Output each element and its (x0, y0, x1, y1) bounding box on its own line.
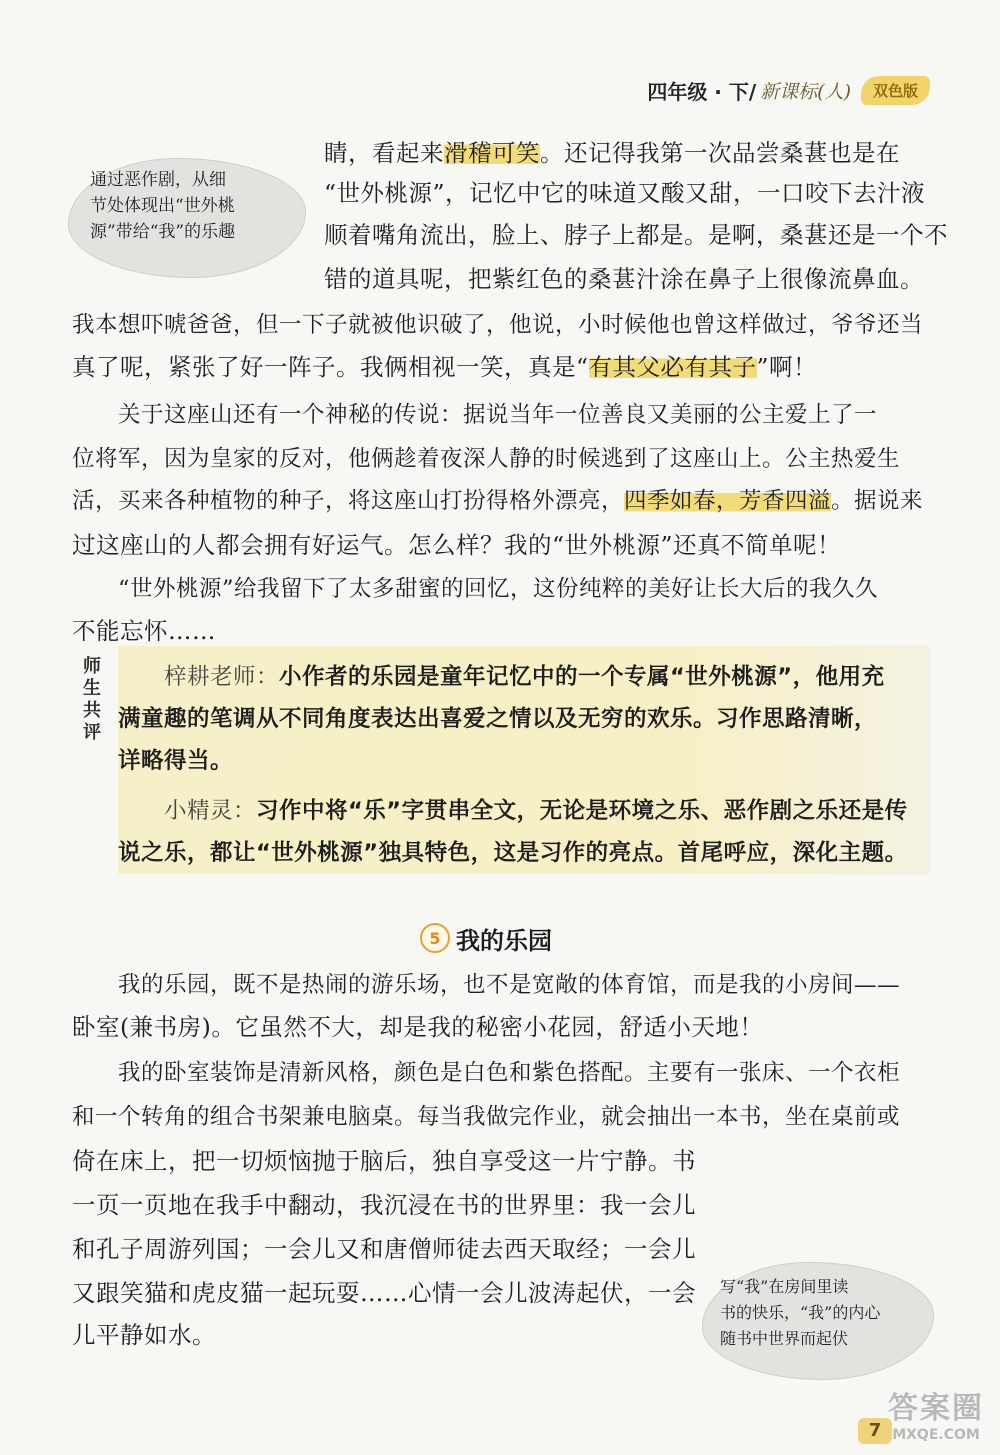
review-label: 师 生 共 评 (83, 656, 101, 743)
teacher-speaker: 梓耕老师： (164, 664, 280, 690)
text-line: 过这座山的人都会拥有好运气。怎么样？我的“世外桃源”还真不简单呢！ (72, 531, 842, 559)
bubble-1-line: 通过恶作剧，从细 (90, 170, 226, 190)
highlight: 滑稽可笑 (444, 139, 540, 167)
text-line: 倚在床上，把一切烦恼抛于脑后，独自享受这一片宁静。书 (72, 1147, 696, 1175)
bubble-2-line: 写“我”在房间里读 (720, 1277, 849, 1296)
text-line: 我的乐园，既不是热闹的游乐场，也不是宽敞的体育馆，而是我的小房间—— (118, 972, 901, 998)
text-line: 卧室(兼书房)。它虽然不大，却是我的秘密小花园，舒适小天地！ (72, 1013, 764, 1041)
bubble-1-line: 节处体现出“世外桃 (90, 196, 235, 216)
text-line: 不能忘怀…… (72, 617, 216, 645)
curriculum-label: 新课标(人) (760, 80, 851, 103)
sprite-comment-line: 小精灵：习作中将“乐”字贯串全文，无论是环境之乐、恶作剧之乐还是传 (164, 798, 908, 824)
teacher-comment-line: 满童趣的笔调从不同角度表达出喜爱之情以及无穷的欢乐。习作思路清晰， (118, 706, 878, 732)
page-number: 7 (858, 1418, 892, 1444)
text-line: 又跟笑猫和虎皮猫一起玩耍……心情一会儿波涛起伏，一会 (72, 1279, 696, 1307)
section-title-text: 我的乐园 (456, 926, 552, 955)
text-line: 睛，看起来滑稽可笑。还记得我第一次品尝桑葚也是在 (324, 139, 900, 167)
teacher-comment-line: 梓耕老师：小作者的乐园是童年记忆中的一个专属“世外桃源”，他用充 (164, 664, 885, 690)
text-line: 关于这座山还有一个神秘的传说：据说当年一位善良又美丽的公主爱上了一 (118, 402, 878, 428)
text-line: “世外桃源”给我留下了太多甜蜜的回忆，这份纯粹的美好让长大后的我久久 (118, 576, 879, 602)
edition-badge: 双色版 (861, 76, 930, 105)
highlight: 四季如春，芳香四溢 (624, 488, 832, 514)
section-number-icon: 5 (420, 923, 450, 953)
text-line: 错的道具呢，把紫红色的桑葚汁涂在鼻子上很像流鼻血。 (324, 265, 924, 293)
bubble-2-line: 随书中世界而起伏 (720, 1329, 849, 1348)
highlight: 有其父必有其子 (588, 353, 757, 381)
text-line: 活，买来各种植物的种子，将这座山打扮得格外漂亮，四季如春，芳香四溢。据说来 (72, 488, 924, 514)
text-line: 和一个转角的组合书架兼电脑桌。每当我做完作业，就会抽出一本书，坐在桌前或 (72, 1104, 901, 1130)
teacher-comment-line: 详略得当。 (118, 748, 234, 774)
text-line: 顺着嘴角流出，脸上、脖子上都是。是啊，桑葚还是一个不 (324, 221, 948, 249)
section-title (420, 920, 552, 956)
text-line: 和孔子周游列国；一会儿又和唐僧师徒去西天取经；一会儿 (72, 1235, 696, 1263)
text-line: 我的卧室装饰是清新风格，颜色是白色和紫色搭配。主要有一张床、一个衣柜 (118, 1060, 901, 1086)
sprite-comment-line: 说之乐，都让“世外桃源”独具特色，这是习作的亮点。首尾呼应，深化主题。 (118, 840, 908, 866)
bubble-2-line: 书的快乐，“我”的内心 (720, 1303, 881, 1322)
bubble-1-line: 源”带给“我”的乐趣 (90, 222, 236, 242)
text-line: 儿平静如水。 (72, 1321, 216, 1349)
text-line: 我本想吓唬爸爸，但一下子就被他识破了，他说，小时候他也曾这样做过，爷爷还当 (72, 312, 924, 338)
annotation-bubble-2 (702, 1262, 934, 1380)
annotation-bubble-1 (68, 158, 306, 278)
grade-label: 四年级 · 下/ (647, 79, 757, 104)
text-line: “世外桃源”，记忆中它的味道又酸又甜，一口咬下去汁液 (324, 179, 926, 207)
text-line: 真了呢，紧张了好一阵子。我俩相视一笑，真是“有其父必有其子”啊！ (72, 353, 818, 381)
sprite-speaker: 小精灵： (164, 798, 257, 824)
text-line: 一页一页地在我手中翻动，我沉浸在书的世界里：我一会儿 (72, 1191, 696, 1219)
text-line: 位将军，因为皇家的反对，他俩趁着夜深人静的时候逃到了这座山上。公主热爱生 (72, 446, 901, 472)
watermark-logo: 答案圈 MXQE.COM (888, 1391, 984, 1443)
running-header (647, 70, 930, 110)
